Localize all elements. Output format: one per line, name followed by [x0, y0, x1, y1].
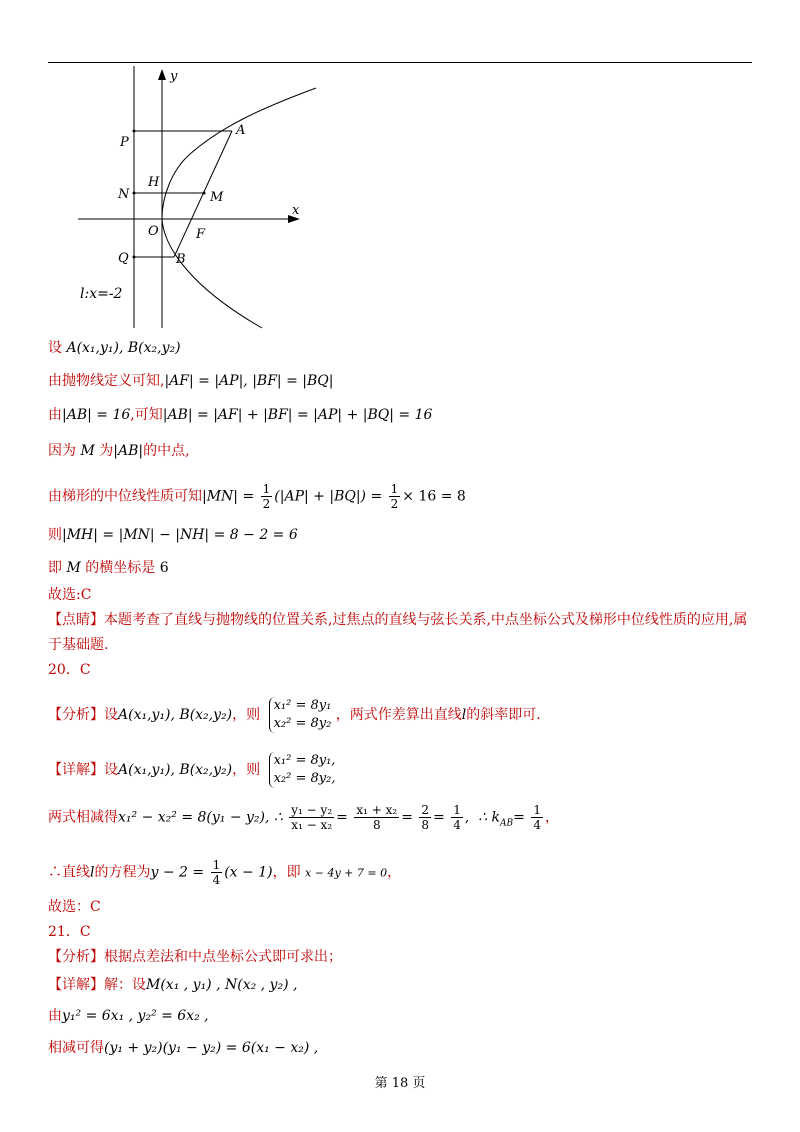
l5-math-c: × 16 = 8 [402, 488, 466, 505]
line-21 [48, 1038, 318, 1058]
l5-math-a: |MN| = [202, 488, 255, 505]
label-m: M [210, 190, 224, 205]
line-11: 20．C [48, 662, 91, 678]
line-19 [48, 975, 297, 995]
line-5 [48, 482, 466, 511]
line-3 [48, 405, 432, 425]
l7-m: M [66, 560, 81, 576]
l1-prefix: 设 [48, 340, 62, 356]
l13-system: x₁² = 8y₁, x₂² = 8y₂, [269, 752, 336, 788]
line-7 [48, 558, 169, 578]
y-axis-arrow [158, 69, 166, 80]
l6-prefix: 则 [48, 527, 62, 543]
l15-l: l [90, 864, 95, 881]
line-2 [48, 371, 333, 391]
l21-prefix: 相减可得 [48, 1040, 104, 1056]
l4-suffix: 的中点, [143, 443, 190, 459]
l5-fraction-2: $\frac{1}{2}$ [390, 482, 399, 511]
l2-text: 由抛物线定义可知, [48, 373, 165, 389]
top-rule [48, 62, 752, 63]
l12-suffix: 的斜率即可. [466, 707, 541, 723]
l14-text: 两式相减得 [48, 809, 118, 826]
label-n: N [118, 187, 130, 202]
line-10: 于基础题. [48, 637, 109, 653]
l21-math: (y₁ + y₂)(y₁ − y₂) = 6(x₁ − x₂) , [104, 1040, 319, 1056]
l7-val: 6 [159, 560, 169, 576]
l5-math-b: (|AP| + |BQ|) = [274, 488, 383, 505]
l5-text: 由梯形的中位线性质可知 [48, 488, 202, 505]
label-a: A [236, 123, 246, 138]
line-18: 【分析】根据点差法和中点坐标公式即可求出； [48, 949, 342, 965]
label-o: O [148, 224, 159, 239]
point-q [133, 256, 136, 259]
label-h: H [148, 175, 160, 190]
label-x: x [292, 203, 300, 218]
label-p: P [120, 135, 129, 150]
l15-then: ，即 [272, 864, 301, 881]
l15-eq: x − 4y + 7 = 0 [305, 866, 388, 880]
line-16: 故选：C [48, 899, 101, 915]
l12-mid: ，两式作差算出直线 [335, 707, 462, 723]
l4-m: M [80, 443, 95, 459]
l3-math1: |AB| = 16 [62, 407, 131, 423]
l19-prefix: 【详解】解：设 [48, 977, 146, 993]
point-m [203, 192, 206, 195]
l12-then: ，则 [232, 707, 261, 723]
l1-math: A(x₁,y₁), B(x₂,y₂) [66, 340, 181, 356]
l2-math: |AF| = |AP|, |BF| = |BQ| [164, 373, 334, 389]
l12-system: x₁² = 8y₁ x₂² = 8y₂ [269, 697, 332, 733]
parabola-figure [72, 66, 332, 332]
l14-frac-4: $\frac{1}{4}$ [453, 803, 461, 832]
line-14: 两式相减得x₁² − x₂² = 8(y₁ − y₂), ∴ $\frac{\text{y₁ − y₂}}{\text{x₁ − x₂}}$ = $\frac{\text{x₁ + x₂}}{8}$ = $\frac{2}{8}$ = $\frac{1}{4}$ , ∴ $k_{AB}=$ $\frac{1}{4}$ ， [48, 803, 559, 832]
l15-math-a: y − 2 = [150, 864, 205, 881]
l6-math: |MH| = |MN| − |NH| = 8 − 2 = 6 [62, 527, 298, 543]
l14-k-sub: AB [500, 818, 514, 829]
l14-frac-5: $\frac{1}{4}$ [533, 803, 541, 832]
l19-math: M(x₁ , y₁) , N(x₂ , y₂) , [146, 977, 298, 993]
l3-mid: ,可知 [130, 407, 163, 423]
l4-prefix: 因为 [48, 443, 76, 459]
label-q: Q [118, 251, 129, 266]
point-p [133, 130, 136, 133]
line-20 [48, 1006, 209, 1026]
l3-math2: |AB| = |AF| + |BF| = |AP| + |BQ| = 16 [162, 407, 433, 423]
line-9: 【点睛】本题考查了直线与抛物线的位置关系,过焦点的直线与弦长关系,中点坐标公式及梯形中位线性质的应用,属 [48, 612, 748, 628]
l7-mid: 的横坐标是 [85, 560, 156, 576]
label-y: y [170, 69, 178, 84]
line-6 [48, 525, 298, 545]
line-15: ∴直线l的方程为y − 2 = $\frac{1}{4}$ (x − 1)，即 x − 4y + 7 = 0， [48, 858, 402, 887]
l4-mid: 为 [99, 443, 114, 459]
line-17: 21．C [48, 924, 91, 940]
l15-prefix: ∴直线 [48, 864, 90, 881]
l15-mid: 的方程为 [94, 864, 151, 881]
l5-fraction-1: $\frac{1}{2}$ [262, 482, 271, 511]
l13-math: A(x₁,y₁), B(x₂,y₂) [118, 762, 233, 778]
l4-math: |AB| [113, 443, 144, 459]
l13-prefix: 【详解】设 [48, 762, 118, 778]
line-8: 故选:C [48, 587, 92, 603]
page-footer: 第 18 页 [374, 1076, 426, 1091]
l20-prefix: 由 [48, 1008, 62, 1024]
point-n [133, 192, 136, 195]
line-4 [48, 441, 190, 461]
line-13 [48, 752, 335, 788]
label-directrix: l:x=-2 [80, 286, 123, 302]
l15-frac: $\frac{1}{4}$ [212, 858, 221, 887]
label-b: B [176, 252, 186, 267]
l7-prefix: 即 [48, 560, 62, 576]
label-f: F [196, 227, 206, 242]
l14-frac-2: $\frac{\text{x₁ + x₂}}{8}$ [356, 803, 398, 832]
l14-frac-3: $\frac{2}{8}$ [421, 803, 430, 832]
line-12 [48, 697, 541, 733]
l14-math1: x₁² − x₂² = 8(y₁ − y₂), ∴ [118, 809, 283, 826]
l20-math: y₁² = 6x₁ , y₂² = 6x₂ , [62, 1008, 209, 1024]
l14-frac-1: $\frac{\text{y₁ − y₂}}{\text{x₁ − x₂}}$ [291, 803, 333, 832]
l3-prefix: 由 [48, 407, 62, 423]
line-1 [48, 338, 181, 358]
l13-then: ，则 [232, 762, 261, 778]
l12-l: l [461, 707, 467, 723]
l15-math-b: (x − 1) [224, 864, 273, 881]
l12-prefix: 【分析】设 [48, 707, 118, 723]
l14-k: ∴ k [478, 809, 501, 826]
l12-math: A(x₁,y₁), B(x₂,y₂) [118, 707, 233, 723]
